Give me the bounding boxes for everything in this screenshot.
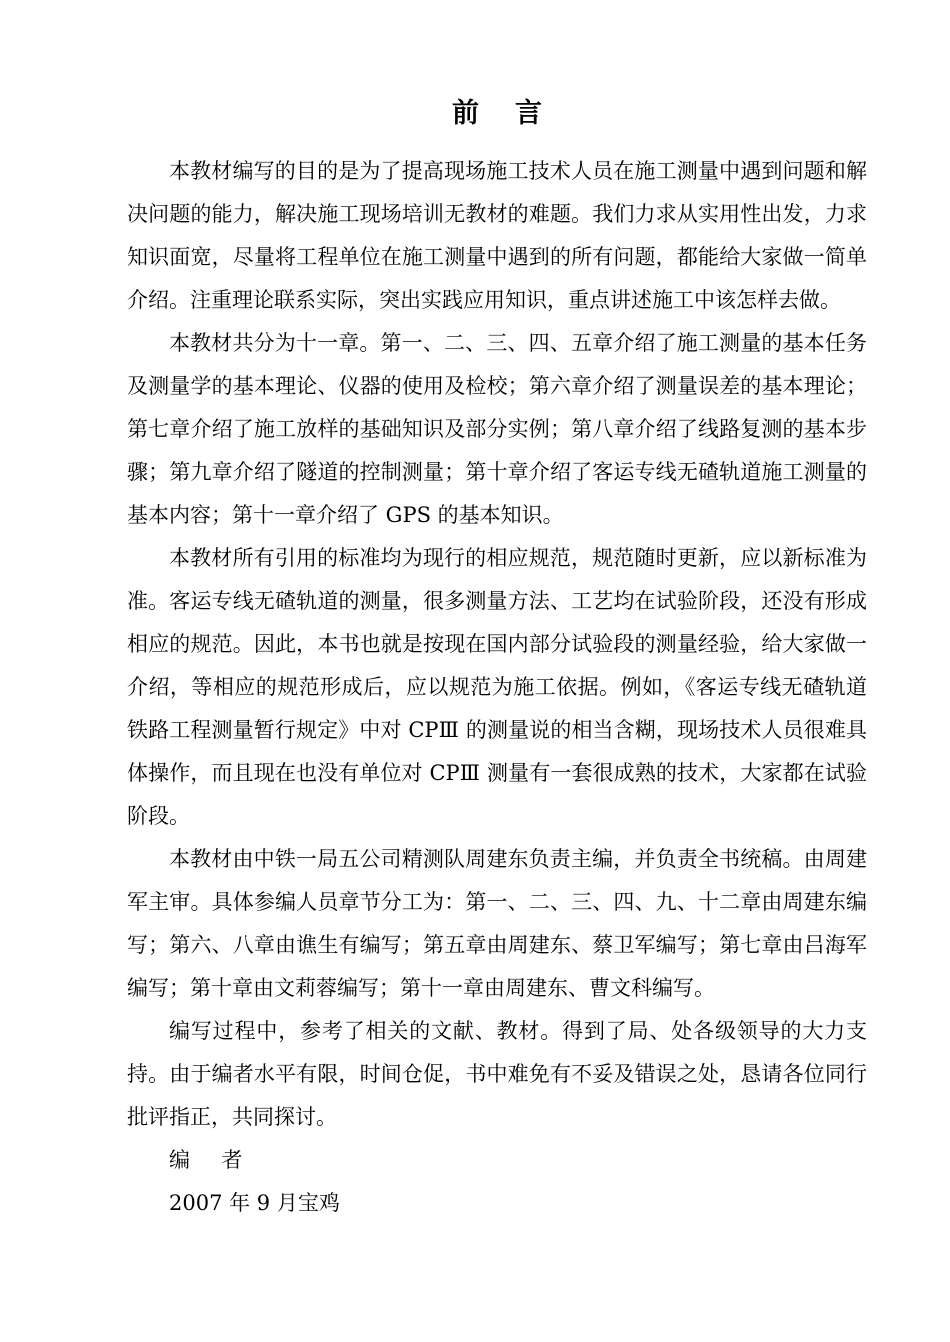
document-page [127,92,867,1225]
paragraph-chapters: 本教材共分为十一章。第一、二、三、四、五章介绍了施工测量的基本任务及测量学的基本理论、仪器的使用及检校；第六章介绍了测量误差的基本理论；第七章介绍了施工放样的基础知识及部分实例；第八章介绍了线路复测的基本步骤；第九章介绍了隧道的控制测量；第十章介绍了客运专线无碴轨道施工测量的基本内容；第十一章介绍了 GPS 的基本知识。 [127,331,867,527]
signature-author: 编者 [169,1148,274,1172]
signature-date-place: 2007 年 9 月宝鸡 [169,1191,340,1215]
paragraph-acknowledgement: 编写过程中，参考了相关的文献、教材。得到了局、处各级领导的大力支持。由于编者水平有限，时间仓促，书中难免有不妥及错误之处，恳请各位同行批评指正，共同探讨。 [127,1019,867,1129]
signature-author-line [127,1139,867,1182]
paragraph-purpose: 本教材编写的目的是为了提高现场施工技术人员在施工测量中遇到问题和解决问题的能力，解决施工现场培训无教材的难题。我们力求从实用性出发，力求知识面宽，尽量将工程单位在施工测量中遇到的所有问题，都能给大家做一简单介绍。注重理论联系实际，突出实践应用知识，重点讲述施工中该怎样去做。 [127,159,867,312]
paragraph-authors: 本教材由中铁一局五公司精测队周建东负责主编，并负责全书统稿。由周建军主审。具体参编人员章节分工为：第一、二、三、四、九、十二章由周建东编写；第六、八章由谯生有编写；第五章由周建东、蔡卫军编写；第七章由吕海军编写；第十章由文莉蓉编写；第十一章由周建东、曹文科编写。 [127,847,867,1000]
paragraph-standards: 本教材所有引用的标准均为现行的相应规范，规范随时更新，应以新标准为准。客运专线无碴轨道的测量，很多测量方法、工艺均在试验阶段，还没有形成相应的规范。因此，本书也就是按现在国内部分试验段的测量经验，给大家做一介绍，等相应的规范形成后，应以规范为施工依据。例如，《客运专线无碴轨道铁路工程测量暂行规定》中对 CPⅢ 的测量说的相当含糊，现场技术人员很难具体操作，而且现在也没有单位对 CPⅢ 测量有一套很成熟的技术，大家都在试验阶段。 [127,546,867,828]
page-title: 前言 [452,98,578,129]
